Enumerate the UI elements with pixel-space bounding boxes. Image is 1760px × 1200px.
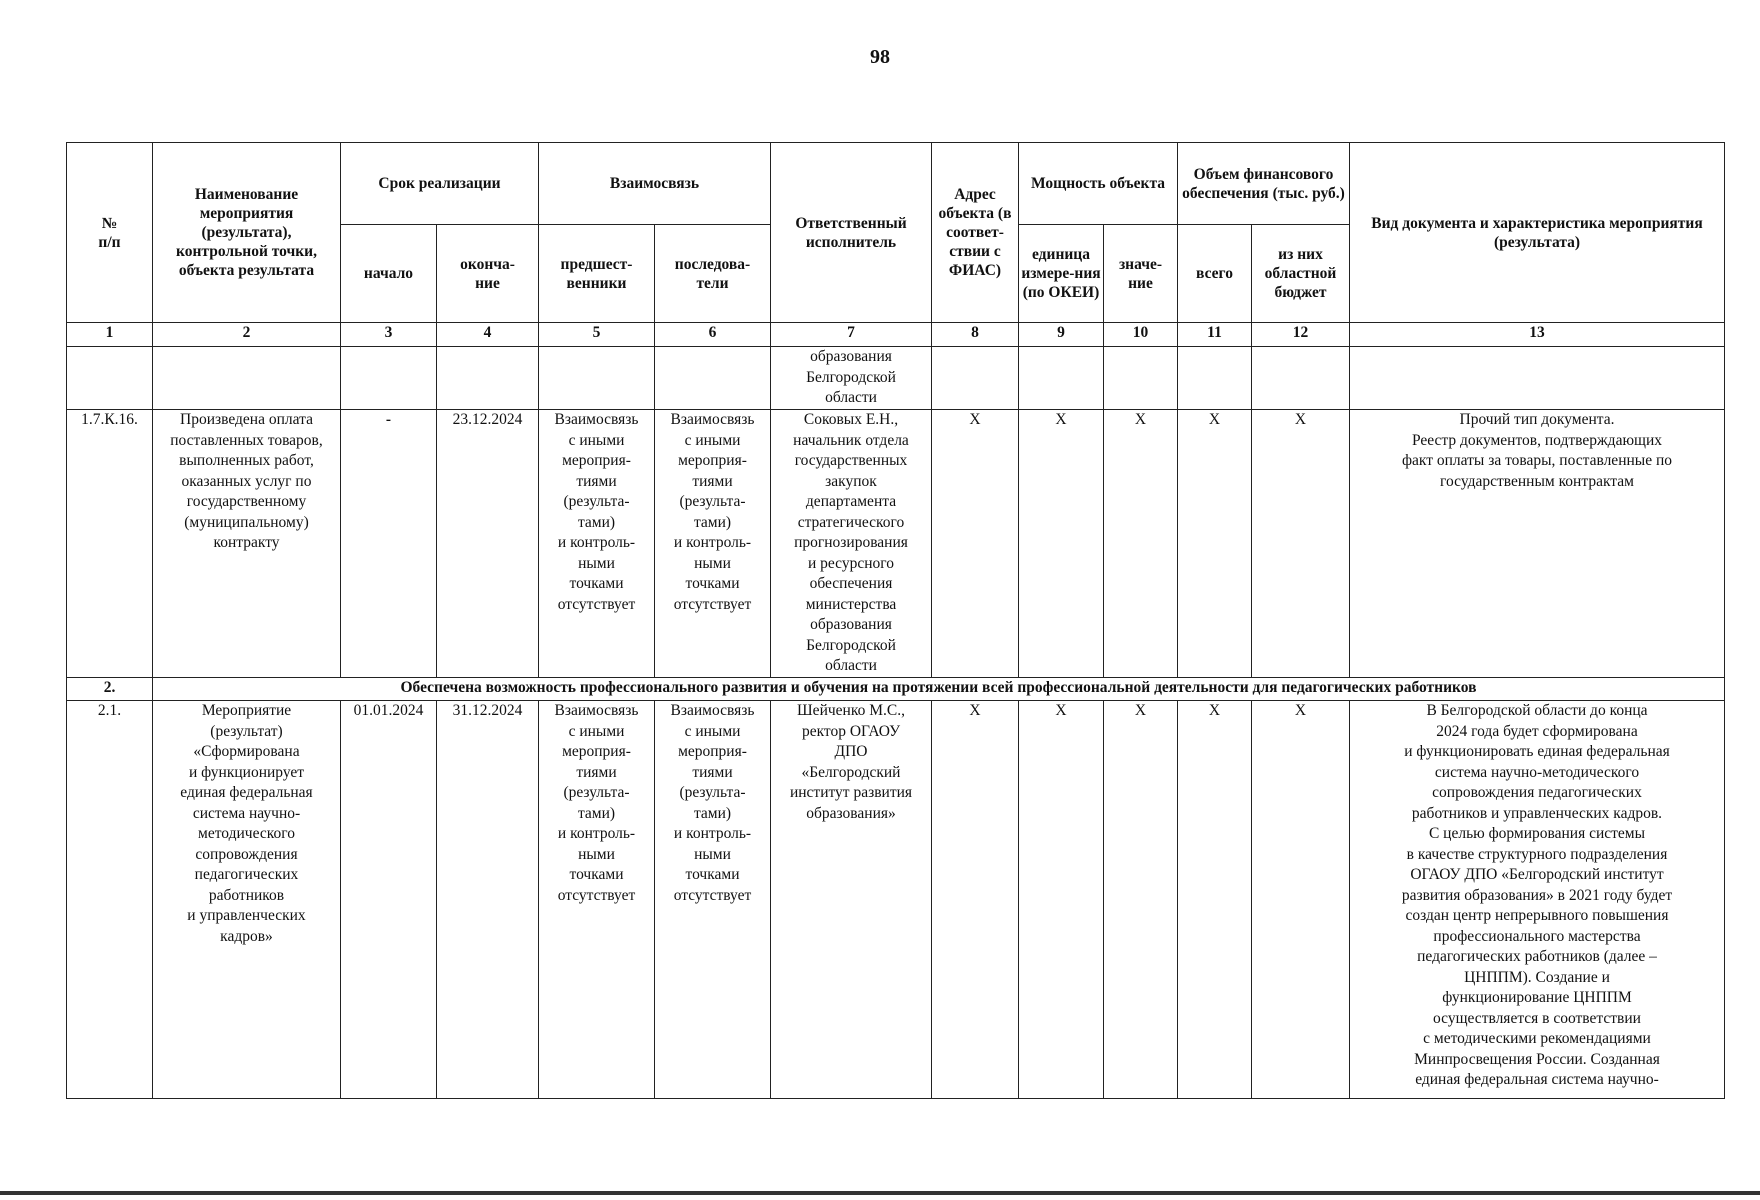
- table-row: [67, 410, 1725, 678]
- row-prev: Взаимосвязь с иными мероприя- тиями (результа- тами) и контроль- ными точками отсутствует: [539, 701, 655, 1099]
- row-end: 31.12.2024: [437, 701, 539, 1099]
- header-unit: единица измере-ния (по ОКЕИ): [1019, 225, 1104, 323]
- header-start: начало: [341, 225, 437, 323]
- header-prev: предшест- венники: [539, 225, 655, 323]
- section-title: Обеспечена возможность профессионального развития и обучения на протяжении всей профессиональной деятельности для педагогических работников: [153, 678, 1725, 701]
- header-address: Адрес объекта (в соответ-ствии с ФИАС): [932, 143, 1019, 323]
- row-total: X: [1178, 410, 1252, 678]
- row-regional: X: [1252, 701, 1350, 1099]
- row-responsible: Соковых Е.Н., начальник отдела государственных закупок департамента стратегического прогнозирования и ресурсного обеспечения министерства образования Белгородской области: [771, 410, 932, 678]
- row-document: В Белгородской области до конца 2024 года будет сформирована и функционировать единая федеральная система научно-методического сопровождения педагогических работников и управленческих кадров. С целью формирования системы в качестве структурного подразделения ОГАОУ ДПО «Белгородский институт развития образования» в 2021 году будет создан центр непрерывного повышения профессионального мастерства педагогических работников (далее – ЦНППМ). Создание и функционирование ЦНППМ осуществляется в соответствии с методическими рекомендациями Минпросвещения России. Созданная единая федеральная система научно-: [1350, 701, 1725, 1099]
- row-prev: Взаимосвязь с иными мероприя- тиями (результа- тами) и контроль- ными точками отсутствует: [539, 410, 655, 678]
- col-number: 11: [1178, 323, 1252, 347]
- page-number: 98: [870, 46, 890, 68]
- row-name: Мероприятие (результат) «Сформирована и функционирует единая федеральная система научно- методического сопровождения педагогических работников и управленческих кадров»: [153, 701, 341, 1099]
- col-number: 8: [932, 323, 1019, 347]
- header-next: последова- тели: [655, 225, 771, 323]
- row-unit: X: [1019, 410, 1104, 678]
- column-number-row: [67, 323, 1725, 347]
- row-number: 2.1.: [67, 701, 153, 1099]
- col-number: 2: [153, 323, 341, 347]
- row-value: X: [1104, 410, 1178, 678]
- section-number: 2.: [67, 678, 153, 701]
- col-number: 10: [1104, 323, 1178, 347]
- header-responsible: Ответственный исполнитель: [771, 143, 932, 323]
- section-row: [67, 678, 1725, 701]
- row-document: Прочий тип документа. Реестр документов, подтверждающих факт оплаты за товары, поставленные по государственным контрактам: [1350, 410, 1725, 678]
- header-name: Наименование мероприятия (результата), контрольной точки, объекта результата: [153, 143, 341, 323]
- header-end: оконча- ние: [437, 225, 539, 323]
- header-link: Взаимосвязь: [539, 143, 771, 225]
- row-start: -: [341, 410, 437, 678]
- col-number: 6: [655, 323, 771, 347]
- row-value: X: [1104, 701, 1178, 1099]
- header-value: значе- ние: [1104, 225, 1178, 323]
- row-unit: X: [1019, 701, 1104, 1099]
- col-number: 12: [1252, 323, 1350, 347]
- row-start: 01.01.2024: [341, 701, 437, 1099]
- header-term: Срок реализации: [341, 143, 539, 225]
- header-finance: Объем финансового обеспечения (тыс. руб.): [1178, 143, 1350, 225]
- row-next: Взаимосвязь с иными мероприя- тиями (результа- тами) и контроль- ными точками отсутствует: [655, 701, 771, 1099]
- table-row: [67, 347, 1725, 410]
- row-end: 23.12.2024: [437, 410, 539, 678]
- col-number: 5: [539, 323, 655, 347]
- responsible-cell: образования Белгородской области: [771, 347, 932, 410]
- header-document: Вид документа и характеристика мероприятия (результата): [1350, 143, 1725, 323]
- col-number: 7: [771, 323, 932, 347]
- header-num: № п/п: [67, 143, 153, 323]
- header-regional: из них областной бюджет: [1252, 225, 1350, 323]
- row-address: X: [932, 701, 1019, 1099]
- table-row: [67, 701, 1725, 1099]
- col-number: 9: [1019, 323, 1104, 347]
- header-capacity: Мощность объекта: [1019, 143, 1178, 225]
- row-number: 1.7.К.16.: [67, 410, 153, 678]
- col-number: 1: [67, 323, 153, 347]
- col-number: 13: [1350, 323, 1725, 347]
- col-number: 4: [437, 323, 539, 347]
- row-regional: X: [1252, 410, 1350, 678]
- col-number: 3: [341, 323, 437, 347]
- row-responsible: Шейченко М.С., ректор ОГАОУ ДПО «Белгородский институт развития образования»: [771, 701, 932, 1099]
- row-address: X: [932, 410, 1019, 678]
- row-total: X: [1178, 701, 1252, 1099]
- row-next: Взаимосвязь с иными мероприя- тиями (результа- тами) и контроль- ными точками отсутствует: [655, 410, 771, 678]
- plan-table: [66, 142, 1725, 1099]
- row-name: Произведена оплата поставленных товаров, выполненных работ, оказанных услуг по государственному (муниципальному) контракту: [153, 410, 341, 678]
- bottom-divider: [0, 1191, 1760, 1195]
- header-total: всего: [1178, 225, 1252, 323]
